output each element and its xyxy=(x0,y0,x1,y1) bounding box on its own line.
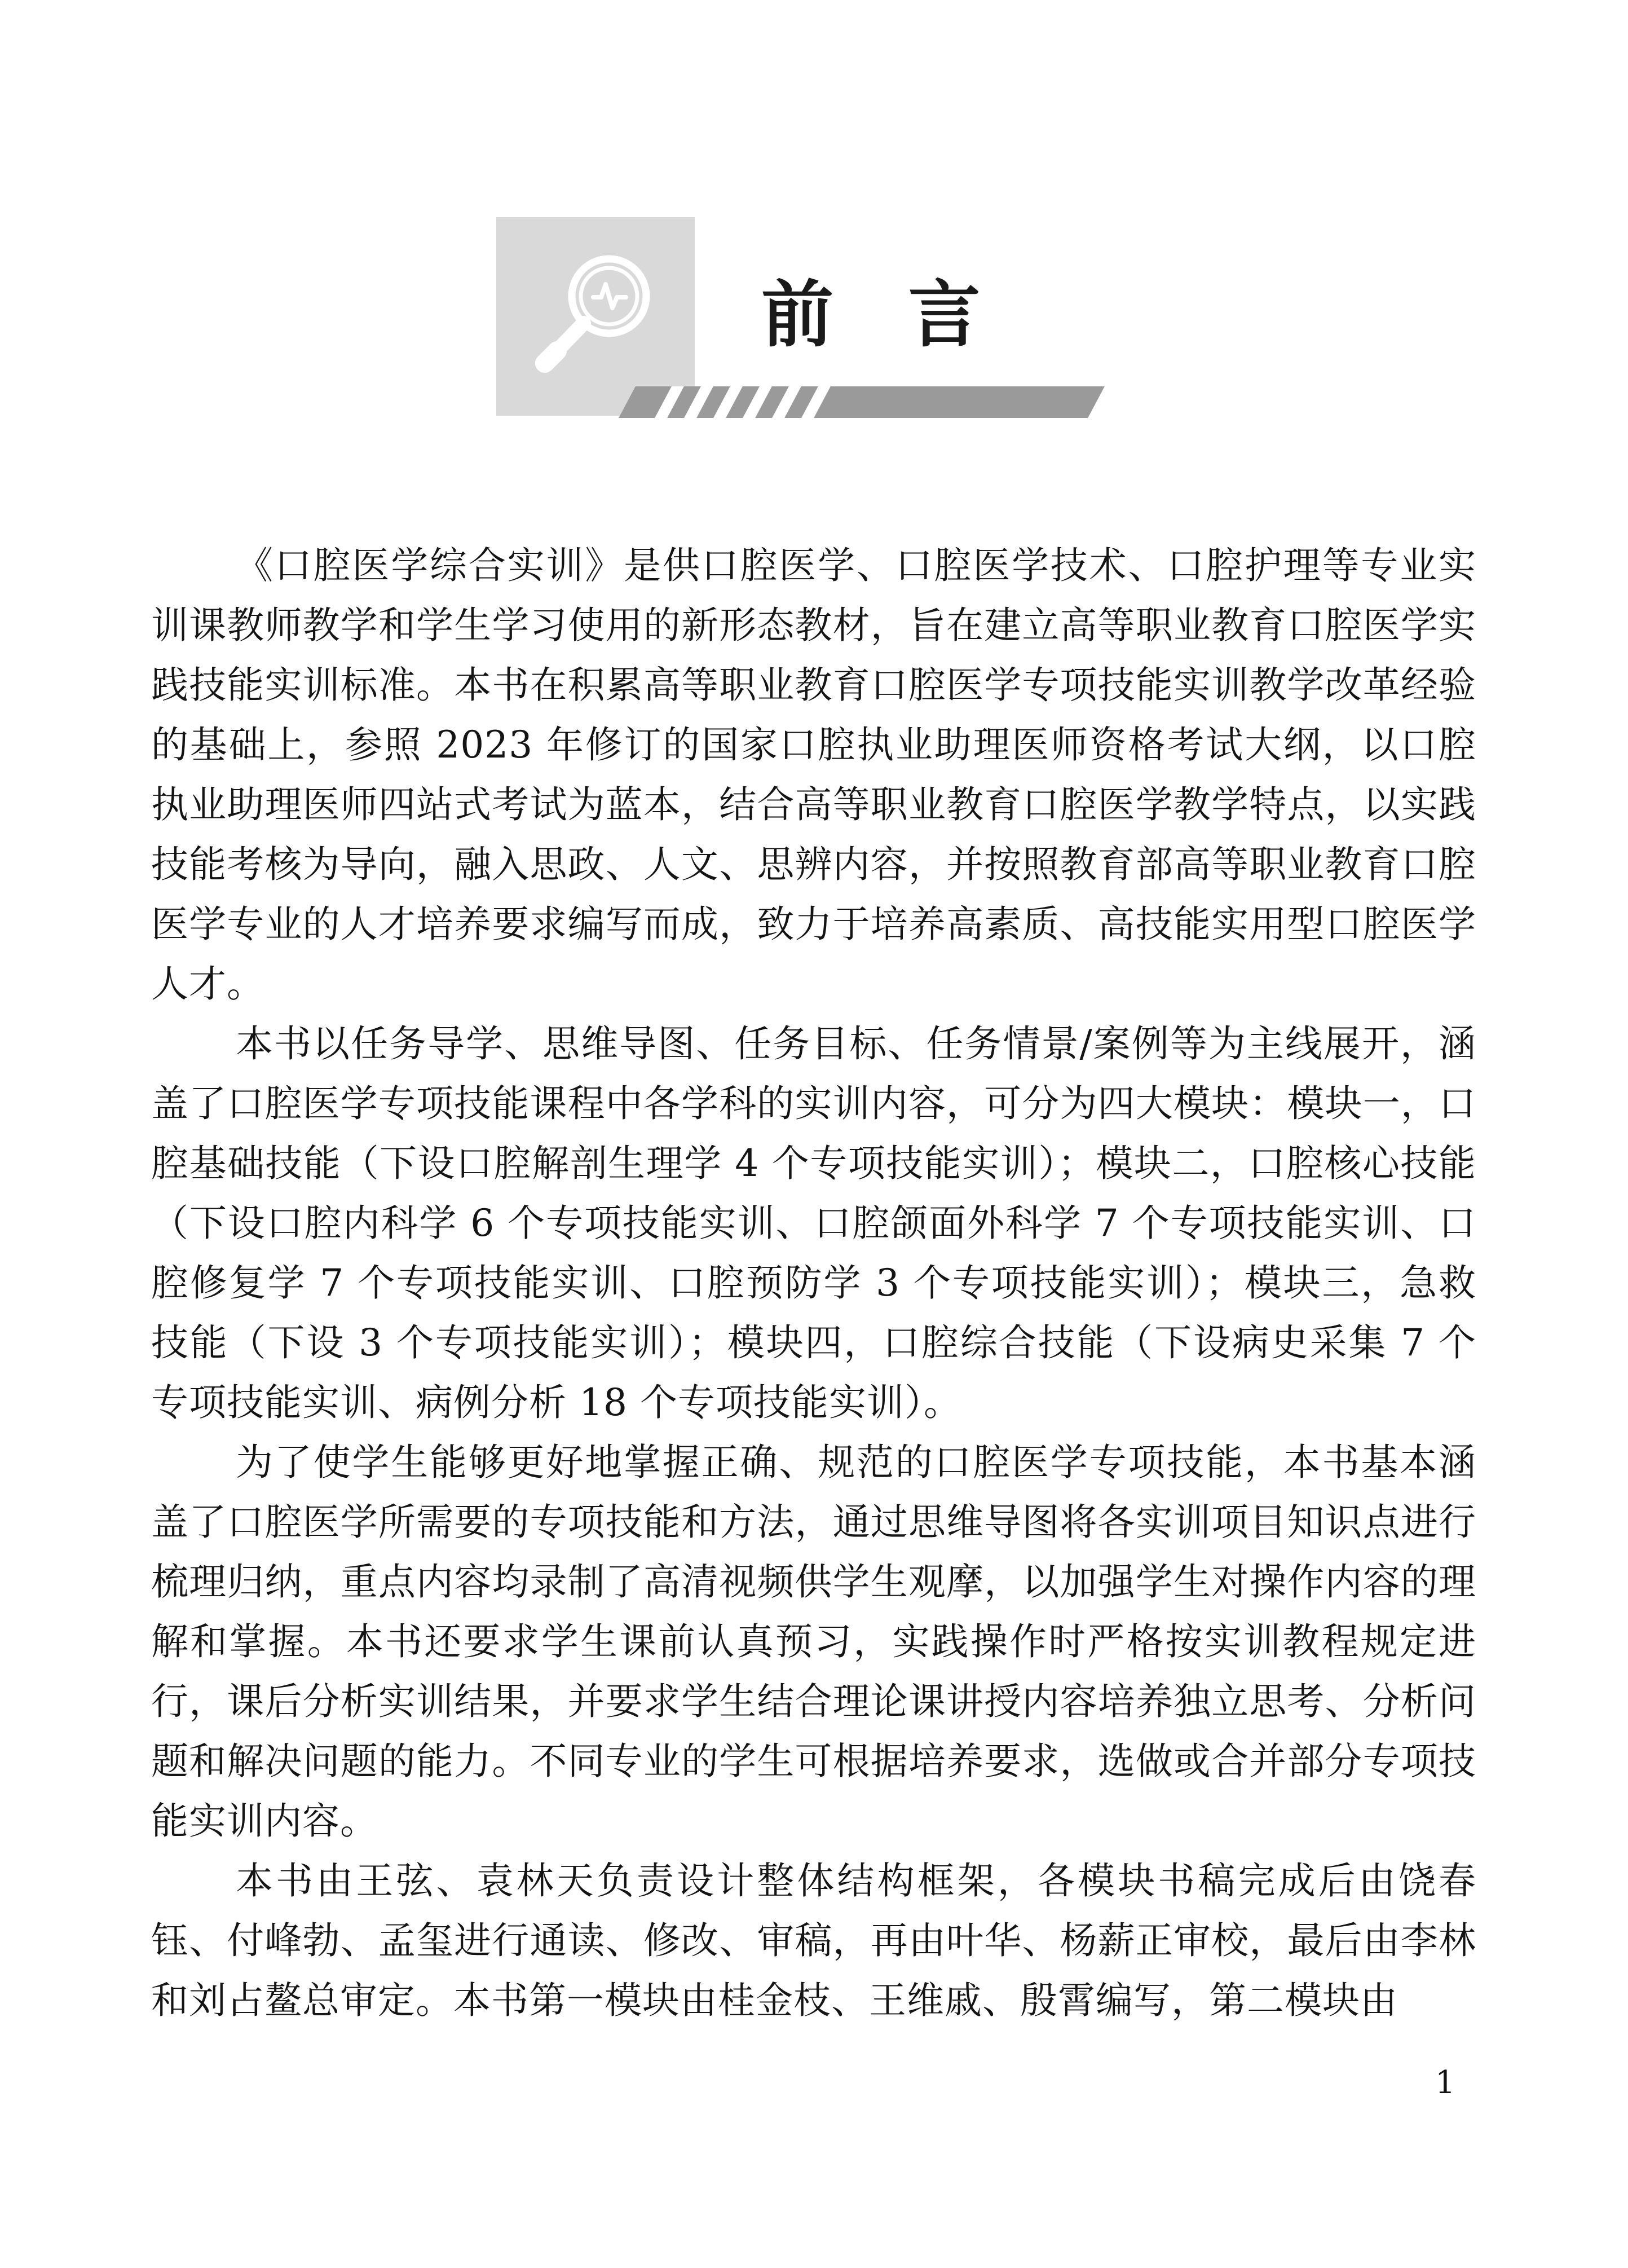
paragraph: 本书由王弦、袁林天负责设计整体结构框架，各模块书稿完成后由饶春钰、付峰勃、孟玺进行通读、修改、审稿，再由叶华、杨薪正审校，最后由李林和刘占鳌总审定。本书第一模块由桂金枝、王维戚、殷霄编写，第二模块由 xyxy=(151,1859,1476,2022)
magnifier-pulse-icon xyxy=(530,243,665,384)
preface-body xyxy=(151,536,1476,2031)
paragraph: 本书以任务导学、思维导图、任务目标、任务情景/案例等为主线展开，涵盖了口腔医学专项技能课程中各学科的实训内容，可分为四大模块：模块一，口腔基础技能（下设口腔解剖生理学 4 个专项技能实训）；模块二，口腔核心技能（下设口腔内科学 6 个专项技能实训、口腔颌面外科学 7 个专项技能实训、口腔修复学 7 个专项技能实训、口腔预防学 3 个专项技能实训）；模块三，急救技能（下设 3 个专项技能实训）；模块四，口腔综合技能（下设病史采集 7 个专项技能实训、病例分析 18 个专项技能实训）。 xyxy=(151,1022,1476,1424)
preface-header-ornament xyxy=(496,217,1150,443)
paragraph: 为了使学生能够更好地掌握正确、规范的口腔医学专项技能，本书基本涵盖了口腔医学所需要的专项技能和方法，通过思维导图将各实训项目知识点进行梳理归纳，重点内容均录制了高清视频供学生观摩，以加强学生对操作内容的理解和掌握。本书还要求学生课前认真预习，实践操作时严格按实训教程规定进行，课后分析实训结果，并要求学生结合理论课讲授内容培养独立思考、分析问题和解决问题的能力。不同专业的学生可根据培养要求，选做或合并部分专项技能实训内容。 xyxy=(151,1441,1476,1843)
header-stripes xyxy=(663,386,855,418)
page-number: 1 xyxy=(1435,2064,1455,2101)
page-title: 前 言 xyxy=(761,272,1005,357)
paragraph: 《口腔医学综合实训》是供口腔医学、口腔医学技术、口腔护理等专业实训课教师教学和学生学习使用的新形态教材，旨在建立高等职业教育口腔医学实践技能实训标准。本书在积累高等职业教育口腔医学专项技能实训教学改革经验的基础上，参照 2023 年修订的国家口腔执业助理医师资格考试大纲，以口腔执业助理医师四站式考试为蓝本，结合高等职业教育口腔医学教学特点，以实践技能考核为导向，融入思政、人文、思辨内容，并按照教育部高等职业教育口腔医学专业的人才培养要求编写而成，致力于培养高素质、高技能实用型口腔医学人才。 xyxy=(151,544,1476,1006)
